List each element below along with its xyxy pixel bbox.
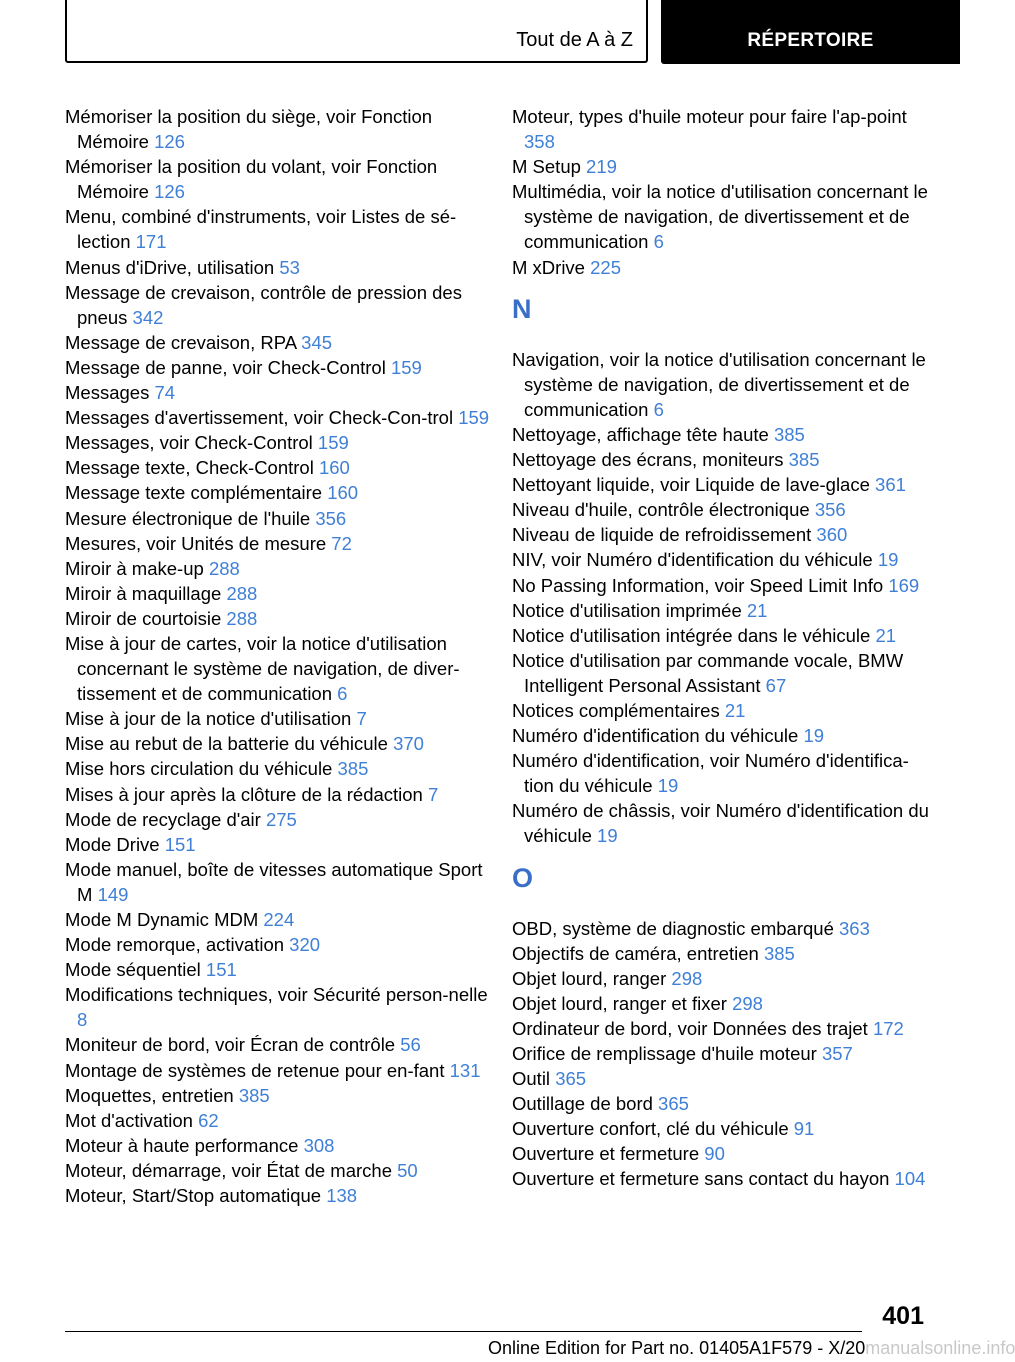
page-reference-link[interactable]: 50 xyxy=(397,1159,418,1181)
page-reference-link[interactable]: 62 xyxy=(198,1109,219,1131)
page-reference-link[interactable]: 288 xyxy=(226,607,258,629)
index-entry-text: Miroir à maquillage xyxy=(65,582,222,604)
index-entry xyxy=(512,1091,932,1116)
page-reference-link[interactable]: 169 xyxy=(888,574,920,596)
index-entry-text: Mesure électronique de l'huile xyxy=(65,507,311,529)
index-entry-text: Mode séquentiel xyxy=(65,959,201,981)
index-entry xyxy=(65,857,495,907)
index-entry-text: Mise à jour de cartes, voir la notice d'utilisation concernant le système de navigation, de diver‐tissement et de communication xyxy=(65,632,460,705)
index-entry xyxy=(512,1116,932,1141)
index-entry-text: Objet lourd, ranger xyxy=(512,967,667,989)
index-entry-text: Mémoriser la position du siège, voir Fonction Mémoire xyxy=(65,106,433,153)
index-entry xyxy=(65,606,495,631)
index-entry xyxy=(512,966,932,991)
page-reference-link[interactable]: 159 xyxy=(390,356,422,378)
page-reference-link[interactable]: 356 xyxy=(315,507,347,529)
index-entry-text: Niveau d'huile, contrôle électronique xyxy=(512,499,810,521)
index-entry-text: Menu, combiné d'instruments, voir Listes de sé‐lection xyxy=(65,206,457,253)
page-reference-link[interactable]: 90 xyxy=(704,1143,725,1165)
index-entry-text: Montage de systèmes de retenue pour en‐fant xyxy=(65,1059,445,1081)
page-reference-link[interactable]: 19 xyxy=(877,549,899,571)
letter-heading-n: N xyxy=(512,293,532,324)
index-entry-text: NIV, voir Numéro d'identification du véhicule xyxy=(512,549,873,571)
page-reference-link[interactable]: 151 xyxy=(164,833,196,855)
index-entry-text: No Passing Information, voir Speed Limit Info xyxy=(512,574,884,596)
page-reference-link[interactable]: 6 xyxy=(653,398,664,420)
page-reference-link[interactable]: 91 xyxy=(793,1118,815,1140)
page-reference-link[interactable]: 357 xyxy=(821,1043,853,1064)
index-entry xyxy=(512,522,932,547)
index-entry-text: Nettoyage, affichage tête haute xyxy=(512,423,769,445)
page-reference-link[interactable]: 365 xyxy=(555,1068,587,1090)
page-reference-link[interactable]: 360 xyxy=(816,524,848,546)
index-entry-text: M Setup xyxy=(512,156,581,178)
index-entry xyxy=(512,573,932,598)
section-tab-label: RÉPERTOIRE xyxy=(747,30,874,51)
index-entry-text: Numéro d'identification du véhicule xyxy=(512,725,799,747)
index-entry xyxy=(512,104,932,154)
index-entry xyxy=(65,631,495,706)
page-reference-link[interactable]: 74 xyxy=(154,382,176,404)
index-entry-text: Mémoriser la position du volant, voir Fonction Mémoire xyxy=(65,156,438,203)
index-entry xyxy=(65,782,495,807)
page-reference-link[interactable]: 219 xyxy=(586,156,617,178)
page-reference-link[interactable]: 7 xyxy=(356,708,367,730)
index-block-o xyxy=(512,916,932,1192)
index-entry xyxy=(65,430,495,455)
index-entry-text: Mise hors circulation du véhicule xyxy=(65,758,333,780)
page-reference-link[interactable]: 171 xyxy=(135,231,167,253)
index-entry xyxy=(65,932,495,957)
page-reference-link[interactable]: 160 xyxy=(318,457,350,479)
page-reference-link[interactable]: 19 xyxy=(597,825,618,847)
index-entry-text: Niveau de liquide de refroidissement xyxy=(512,524,812,546)
index-entry xyxy=(65,280,495,330)
index-entry-text: Objet lourd, ranger et fixer xyxy=(512,992,727,1014)
index-entry xyxy=(512,1016,932,1041)
page-reference-link[interactable]: 21 xyxy=(875,624,897,646)
index-entry xyxy=(512,422,932,447)
index-entry-text: Messages d'avertissement, voir Check-Con‐trol xyxy=(65,407,454,429)
index-entry-text: OBD, système de diagnostic embarqué xyxy=(512,917,834,939)
index-entry-text: Notice d'utilisation imprimée xyxy=(512,599,742,621)
index-entry xyxy=(65,807,495,832)
index-entry xyxy=(512,447,932,472)
page-reference-link[interactable]: 342 xyxy=(132,306,164,328)
index-entry xyxy=(65,104,495,154)
index-entry-text: Moteur à haute performance xyxy=(65,1134,299,1156)
index-entry-text: Moteur, Start/Stop automatique xyxy=(65,1185,322,1207)
page-reference-link[interactable]: 138 xyxy=(326,1185,358,1207)
page-reference-link[interactable]: 275 xyxy=(265,808,297,830)
index-entry xyxy=(65,204,495,254)
page-reference-link[interactable]: 365 xyxy=(658,1093,689,1115)
page-reference-link[interactable]: 6 xyxy=(653,231,664,253)
index-entry xyxy=(65,1083,495,1108)
index-entry-text: Message de crevaison, RPA xyxy=(65,331,297,353)
page-reference-link[interactable]: 225 xyxy=(590,256,621,278)
index-entry xyxy=(65,957,495,982)
index-entry xyxy=(512,1041,932,1066)
index-entry-text: Message de crevaison, contrôle de pression des pneus xyxy=(65,281,462,328)
page-reference-link[interactable]: 149 xyxy=(97,883,129,905)
index-entry-text: Modifications techniques, voir Sécurité person‐nelle xyxy=(65,984,488,1006)
page-reference-link[interactable]: 126 xyxy=(154,131,185,153)
index-entry xyxy=(65,581,495,606)
index-entry xyxy=(512,497,932,522)
index-entry xyxy=(512,472,932,497)
index-entry xyxy=(65,480,495,505)
index-entry xyxy=(65,556,495,581)
index-entry-text: Mode Drive xyxy=(65,833,160,855)
index-entry-text: Numéro d'identification, voir Numéro d'identifica‐tion du véhicule xyxy=(512,750,909,797)
index-entry xyxy=(65,1183,495,1208)
page-reference-link[interactable]: 131 xyxy=(449,1059,481,1081)
index-entry-text: Messages xyxy=(65,382,150,404)
index-entry-text: Ouverture et fermeture xyxy=(512,1143,700,1165)
index-entry xyxy=(65,1058,495,1083)
index-entry xyxy=(65,907,495,932)
index-column-left xyxy=(65,104,495,1208)
page-reference-link[interactable]: 21 xyxy=(746,599,768,621)
index-entry-text: Miroir de courtoisie xyxy=(65,607,222,629)
page-reference-link[interactable]: 104 xyxy=(894,1168,926,1190)
footer-edition-text: Online Edition for Part no. 01405A1F579 - X/20 xyxy=(488,1338,866,1358)
index-entry xyxy=(512,1066,932,1091)
index-entry xyxy=(512,648,932,698)
index-entry xyxy=(512,598,932,623)
page-reference-link[interactable]: 320 xyxy=(289,934,321,956)
page-reference-link[interactable]: 159 xyxy=(317,432,349,454)
index-entry xyxy=(65,531,495,556)
index-entry xyxy=(512,916,932,941)
index-entry-text: Moteur, types d'huile moteur pour faire l'ap‐point xyxy=(512,106,907,127)
index-entry-text: Mot d'activation xyxy=(65,1109,193,1131)
page-reference-link[interactable]: 224 xyxy=(263,909,295,930)
index-entry-text: Messages, voir Check-Control xyxy=(65,432,313,454)
footer-watermark: manualsonline.info xyxy=(865,1338,1015,1358)
page-reference-link[interactable]: 385 xyxy=(238,1084,270,1106)
index-entry-text: Outil xyxy=(512,1068,551,1090)
page-reference-link[interactable]: 288 xyxy=(226,582,258,604)
index-entry xyxy=(512,179,932,254)
index-entry-text: Mode M Dynamic MDM xyxy=(65,909,259,930)
page-reference-link[interactable]: 358 xyxy=(524,131,555,153)
index-entry-text: Message texte, Check-Control xyxy=(65,457,314,479)
index-entry-text: Mise à jour de la notice d'utilisation xyxy=(65,708,352,730)
index-entry xyxy=(512,1141,932,1166)
page-reference-link[interactable]: 8 xyxy=(77,1009,88,1031)
page-reference-link[interactable]: 345 xyxy=(301,331,333,353)
page-reference-link[interactable]: 67 xyxy=(765,674,787,696)
index-entry-text: Mesures, voir Unités de mesure xyxy=(65,532,327,554)
index-entry-text: Mode remorque, activation xyxy=(65,934,285,956)
index-entry-text: Moniteur de bord, voir Écran de contrôle xyxy=(65,1034,396,1056)
index-entry xyxy=(65,355,495,380)
index-entry-text: M xDrive xyxy=(512,256,585,278)
index-entry-text: Mise au rebut de la batterie du véhicule xyxy=(65,733,388,755)
index-block-m xyxy=(512,104,932,280)
index-entry xyxy=(65,255,495,280)
page-reference-link[interactable]: 385 xyxy=(773,423,805,445)
index-entry xyxy=(512,748,932,798)
chapter-tab[interactable] xyxy=(65,0,648,63)
index-entry-text: Miroir à make-up xyxy=(65,557,204,579)
page-reference-link[interactable]: 6 xyxy=(337,683,348,705)
index-entry xyxy=(512,991,932,1016)
index-entry-text: Message de panne, voir Check-Control xyxy=(65,356,386,378)
letter-heading-o: O xyxy=(512,862,534,893)
page-reference-link[interactable]: 385 xyxy=(763,942,795,964)
chapter-tab-label: Tout de A à Z xyxy=(516,29,633,51)
page-reference-link[interactable]: 298 xyxy=(732,992,763,1014)
index-entry-text: Ouverture et fermeture sans contact du hayon xyxy=(512,1168,890,1190)
index-entry xyxy=(512,698,932,723)
page-reference-link[interactable]: 19 xyxy=(657,775,679,797)
index-entry-text: Notice d'utilisation intégrée dans le véhicule xyxy=(512,624,871,646)
index-entry-text: Mises à jour après la clôture de la rédaction xyxy=(65,783,423,805)
index-entry xyxy=(65,1032,495,1057)
index-entry xyxy=(65,982,495,1032)
index-entry xyxy=(512,547,932,572)
index-entry xyxy=(65,756,495,781)
index-entry xyxy=(65,405,495,430)
index-entry xyxy=(65,380,495,405)
page-reference-link[interactable]: 385 xyxy=(788,449,820,471)
page-reference-link[interactable]: 21 xyxy=(724,699,746,721)
page-reference-link[interactable]: 56 xyxy=(400,1034,421,1056)
index-entry xyxy=(65,1133,495,1158)
index-entry xyxy=(512,723,932,748)
index-entry xyxy=(65,1108,495,1133)
index-entry-text: Ouverture confort, clé du véhicule xyxy=(512,1118,789,1140)
page-reference-link[interactable]: 72 xyxy=(331,532,352,554)
index-entry-text: Nettoyant liquide, voir Liquide de lave-glace xyxy=(512,474,870,496)
index-entry xyxy=(65,154,495,204)
page-reference-link[interactable]: 126 xyxy=(154,181,185,203)
index-entry-text: Orifice de remplissage d'huile moteur xyxy=(512,1043,817,1064)
index-entry-text: Nettoyage des écrans, moniteurs xyxy=(512,449,784,471)
page-reference-link[interactable]: 363 xyxy=(839,917,870,939)
index-entry-text: Mode de recyclage d'air xyxy=(65,808,261,830)
index-entry-text: Navigation, voir la notice d'utilisation concernant le système de navigation, de divertissement et de communication xyxy=(512,348,926,420)
index-entry-text: Multimédia, voir la notice d'utilisation concernant le système de navigation, de divertissement et de communication xyxy=(512,181,928,253)
page-reference-link[interactable]: 288 xyxy=(208,557,240,579)
index-entry-text: Numéro de châssis, voir Numéro d'identification du véhicule xyxy=(512,800,929,847)
index-block-n xyxy=(512,347,932,849)
index-entry xyxy=(512,941,932,966)
index-entry xyxy=(65,506,495,531)
index-entry-text: Objectifs de caméra, entretien xyxy=(512,942,759,964)
page-reference-link[interactable]: 172 xyxy=(872,1017,904,1039)
section-tab[interactable] xyxy=(661,0,960,64)
page-reference-link[interactable]: 159 xyxy=(458,407,490,429)
page-reference-link[interactable]: 151 xyxy=(205,959,237,981)
footer-divider xyxy=(65,1331,862,1332)
index-entry xyxy=(512,347,932,422)
index-entry-text: Menus d'iDrive, utilisation xyxy=(65,256,275,278)
index-entry-text: Notice d'utilisation par commande vocale, BMW Intelligent Personal Assistant xyxy=(512,649,904,696)
index-entry-text: Mode manuel, boîte de vitesses automatique Sport M xyxy=(65,858,483,905)
page-reference-link[interactable]: 19 xyxy=(803,725,825,747)
page-reference-link[interactable]: 370 xyxy=(393,733,424,755)
index-entry xyxy=(512,623,932,648)
page-reference-link[interactable]: 385 xyxy=(337,758,369,780)
index-entry-text: Outillage de bord xyxy=(512,1093,653,1115)
index-entry xyxy=(65,1158,495,1183)
index-entry xyxy=(65,706,495,731)
page-reference-link[interactable]: 160 xyxy=(327,482,359,504)
index-entry xyxy=(512,798,932,848)
page-reference-link[interactable]: 356 xyxy=(814,499,846,521)
index-entry xyxy=(512,1166,932,1191)
page-reference-link[interactable]: 308 xyxy=(303,1134,335,1156)
footer-edition xyxy=(488,1338,1015,1359)
page-reference-link[interactable]: 7 xyxy=(428,783,439,805)
index-column-right xyxy=(512,104,932,1192)
index-entry xyxy=(65,832,495,857)
page-reference-link[interactable]: 298 xyxy=(671,967,703,989)
index-entry-text: Ordinateur de bord, voir Données des trajet xyxy=(512,1017,868,1039)
index-entry xyxy=(65,731,495,756)
page-number: 401 xyxy=(882,1302,924,1330)
index-entry xyxy=(65,455,495,480)
index-entry-text: Moquettes, entretien xyxy=(65,1084,234,1106)
index-entry xyxy=(512,255,932,280)
page-reference-link[interactable]: 361 xyxy=(875,474,906,496)
index-entry-text: Moteur, démarrage, voir État de marche xyxy=(65,1159,392,1181)
index-entry xyxy=(512,154,932,179)
index-entry-text: Notices complémentaires xyxy=(512,699,720,721)
index-entry xyxy=(65,330,495,355)
index-entry-text: Message texte complémentaire xyxy=(65,482,323,504)
page-reference-link[interactable]: 53 xyxy=(279,256,300,278)
